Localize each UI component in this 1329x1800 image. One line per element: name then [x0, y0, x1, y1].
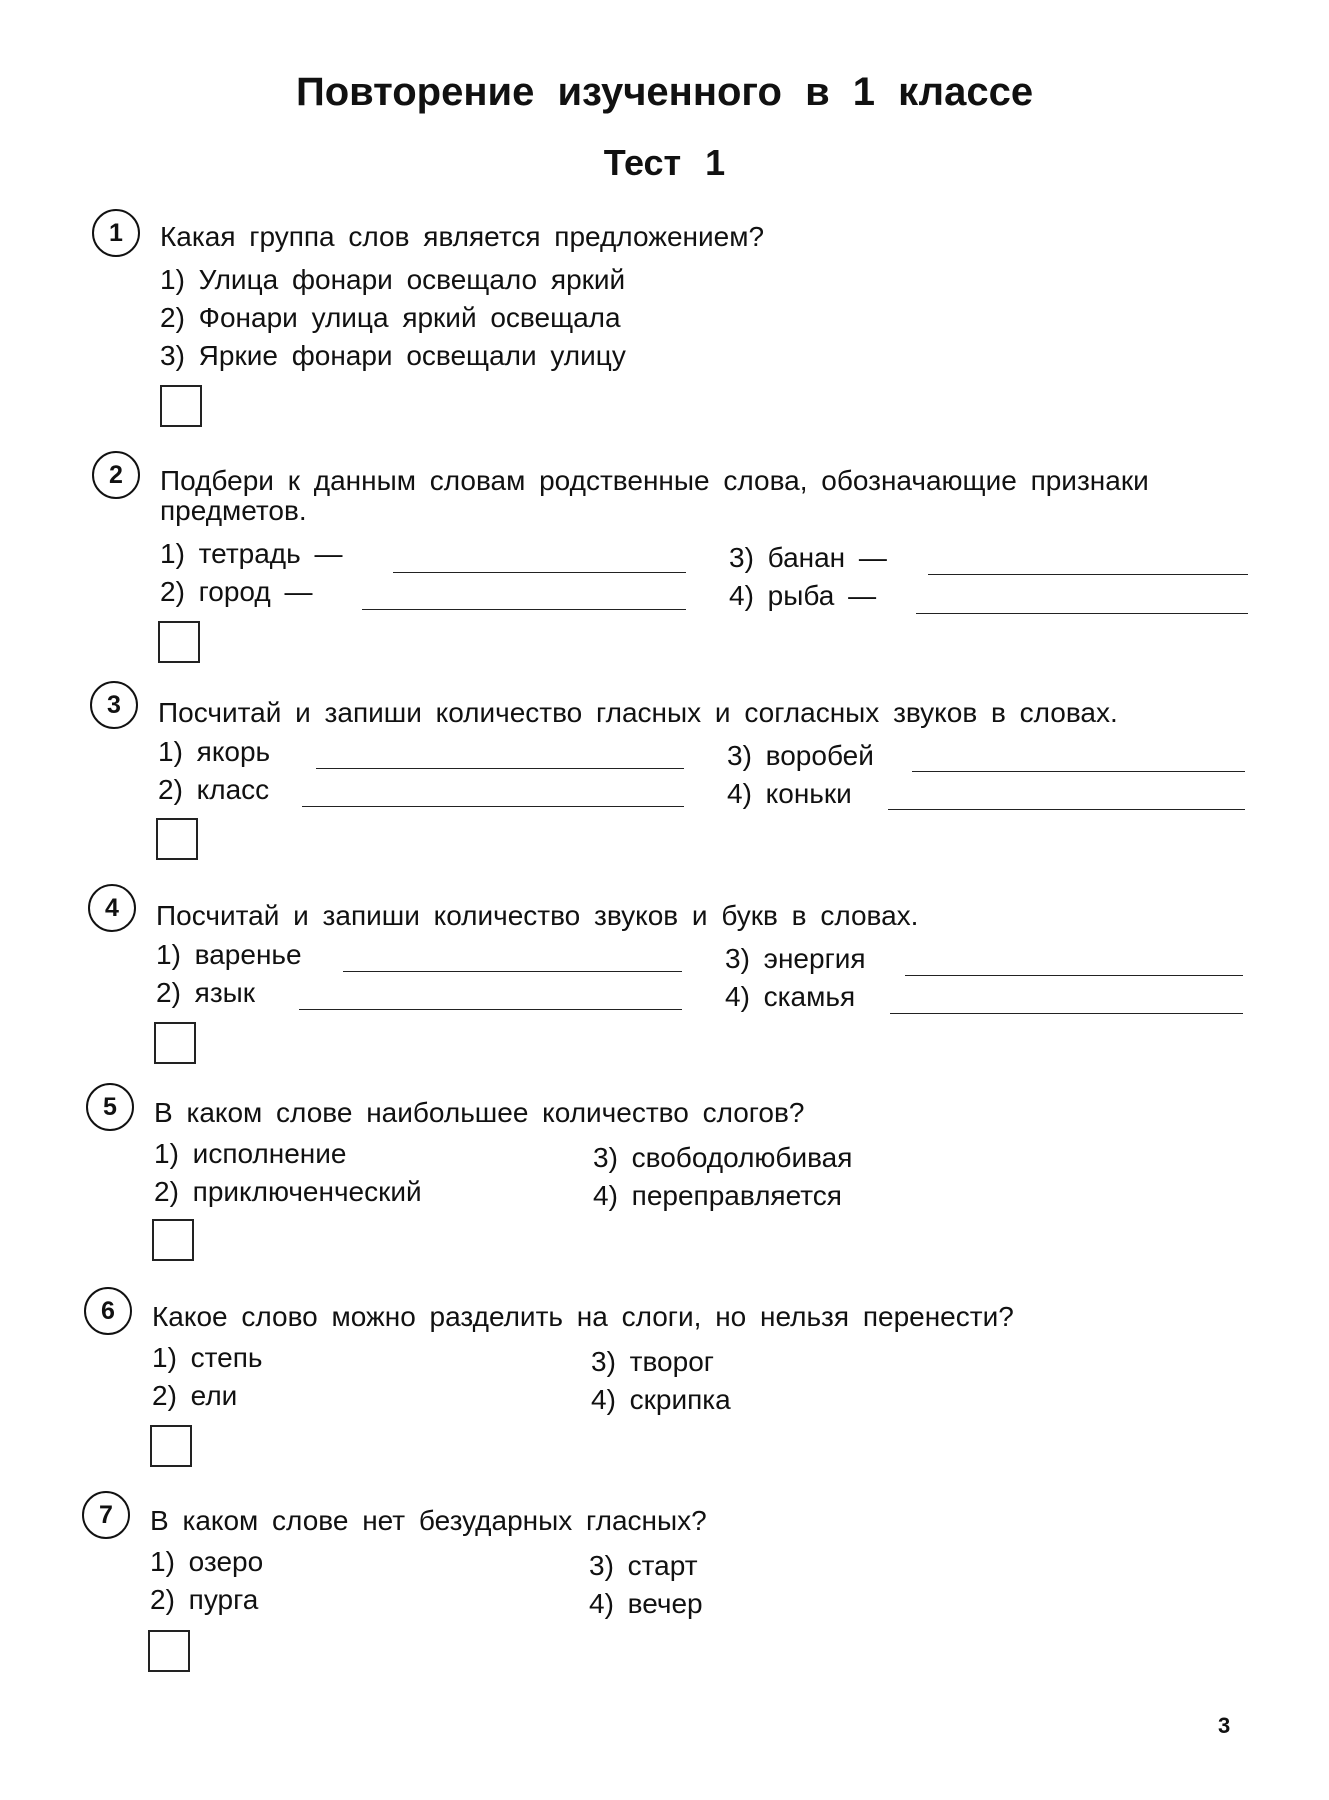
task-question: Какое слово можно разделить на слоги, но нельзя перенести? — [152, 1301, 1014, 1332]
answer-box[interactable] — [152, 1219, 194, 1261]
answer-line[interactable] — [928, 574, 1248, 575]
answer-box[interactable] — [160, 385, 202, 427]
answer-option: 2) язык — [156, 977, 256, 1008]
answer-box[interactable] — [156, 818, 198, 860]
answer-option: 1) тетрадь — — [160, 538, 343, 569]
task-question: В каком слове нет безударных гласных? — [150, 1505, 707, 1536]
answer-option: 1) степь — [152, 1342, 263, 1373]
answer-line[interactable] — [888, 809, 1245, 810]
task-number-badge: 1 — [92, 209, 140, 257]
answer-line[interactable] — [302, 806, 684, 807]
answer-line[interactable] — [912, 771, 1245, 772]
task-number-badge: 5 — [86, 1083, 134, 1131]
answer-option: 4) переправляется — [593, 1180, 842, 1211]
answer-line[interactable] — [343, 971, 682, 972]
answer-option: 1) озеро — [150, 1546, 264, 1577]
answer-option: 3) банан — — [729, 542, 887, 573]
task-number-badge: 2 — [92, 451, 140, 499]
answer-option: 2) пурга — [150, 1584, 259, 1615]
answer-option: 2) Фонари улица яркий освещала — [160, 302, 621, 333]
answer-option: 4) скрипка — [591, 1384, 731, 1415]
answer-option: 3) свободолюбивая — [593, 1142, 853, 1173]
task-number-badge: 7 — [82, 1491, 130, 1539]
task-question: Посчитай и запиши количество звуков и букв в словах. — [156, 900, 919, 931]
answer-option: 3) старт — [589, 1550, 698, 1581]
answer-option: 4) скамья — [725, 981, 856, 1012]
answer-option: 4) вечер — [589, 1588, 703, 1619]
answer-option: 3) воробей — [727, 740, 874, 771]
answer-option: 2) приключенческий — [154, 1176, 422, 1207]
answer-box[interactable] — [158, 621, 200, 663]
answer-option: 2) город — — [160, 576, 313, 607]
task-question: Какая группа слов является предложением? — [160, 221, 765, 252]
answer-line[interactable] — [393, 572, 686, 573]
answer-option: 1) варенье — [156, 939, 302, 970]
task-number-badge: 4 — [88, 884, 136, 932]
answer-option: 3) Яркие фонари освещали улицу — [160, 340, 626, 371]
answer-option: 2) ели — [152, 1380, 238, 1411]
answer-option: 1) исполнение — [154, 1138, 347, 1169]
answer-option: 1) якорь — [158, 736, 271, 767]
answer-line[interactable] — [299, 1009, 682, 1010]
answer-box[interactable] — [150, 1425, 192, 1467]
answer-option: 4) коньки — [727, 778, 852, 809]
answer-box[interactable] — [154, 1022, 196, 1064]
answer-line[interactable] — [890, 1013, 1243, 1014]
answer-box[interactable] — [148, 1630, 190, 1672]
answer-option: 3) энергия — [725, 943, 866, 974]
answer-option: 1) Улица фонари освещало яркий — [160, 264, 626, 295]
answer-option: 2) класс — [158, 774, 270, 805]
task-question: Посчитай и запиши количество гласных и согласных звуков в словах. — [158, 697, 1118, 728]
task-number-badge: 3 — [90, 681, 138, 729]
answer-line[interactable] — [916, 613, 1248, 614]
test-title: Тест 1 — [603, 142, 726, 183]
answer-line[interactable] — [316, 768, 684, 769]
task-question: Подбери к данным словам родственные слова, обозначающие признаки предметов. — [160, 465, 1149, 526]
answer-option: 4) рыба — — [729, 580, 877, 611]
answer-option: 3) творог — [591, 1346, 714, 1377]
task-number-badge: 6 — [84, 1287, 132, 1335]
answer-line[interactable] — [362, 609, 686, 610]
page-number: 3 — [1218, 1713, 1231, 1738]
page-title: Повторение изученного в 1 классе — [295, 70, 1034, 114]
task-question: В каком слове наибольшее количество слогов? — [154, 1097, 805, 1128]
answer-line[interactable] — [905, 975, 1243, 976]
